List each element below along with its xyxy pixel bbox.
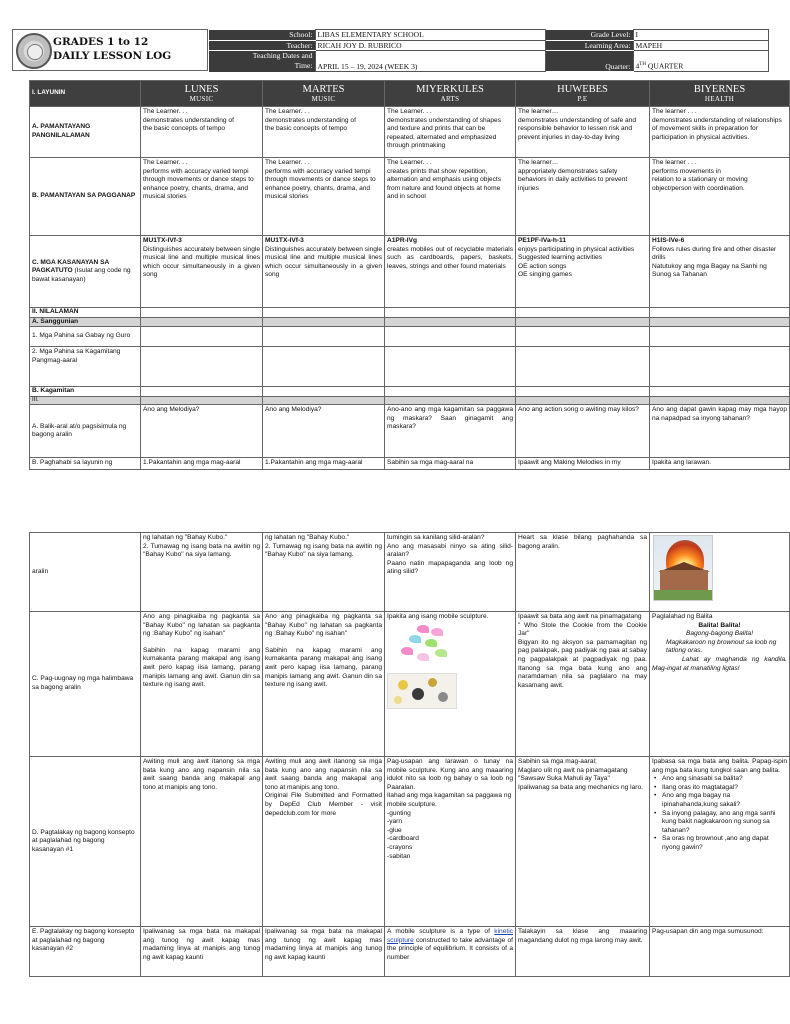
cell-line: The Learner. . .	[387, 159, 432, 166]
cell-balik-aral-martes: Ano ang Melodiya?	[263, 405, 385, 458]
cell-line: Sabihin na kapag marami ang kumakanta parang makapal ang isang awit pero kapag iisa lamang, parang manipis lamang ang awit. Ganun din sa texture ng isang awit.	[143, 646, 260, 689]
cell-kagamitan-2	[263, 387, 385, 397]
cell-line: Ano ang pinagkaiba ng pagkanta sa "Bahay Kubo" ng lahatan sa pagkanta ng :Bahay Kubo" ng isahan"	[265, 613, 382, 638]
cell-line: Paano natin mapapaganda ang loob ng ating silid?	[387, 559, 513, 576]
dates-label	[209, 51, 315, 72]
row-label-iii: III.	[30, 397, 141, 405]
house-shape	[660, 570, 708, 592]
day-name: HUWEBES	[557, 84, 608, 95]
cell-line: The Learner. . .	[143, 159, 188, 166]
title-line-1: GRADES 1 to 12	[53, 36, 149, 48]
question-item: • Sa oras ng brownout ,ano ang dapat nyong gawin?	[662, 835, 787, 852]
cell-line: performs with accuracy varied tempi through movements or dance steps to enhance poetry, chants, drama, and musical stories	[265, 167, 376, 201]
day-subject: ARTS	[440, 95, 460, 103]
butterfly-shape	[409, 635, 421, 643]
cell-pag-uugnay-huwebes	[516, 612, 650, 757]
day-header-miyerkules	[385, 81, 516, 107]
cell-gabay-4	[516, 327, 650, 347]
quarter-value	[633, 51, 768, 72]
cell-line: Ipaliwanag sa bata ang mechanics ng laro.	[518, 783, 643, 791]
day-header-huwebes	[516, 81, 650, 107]
cell-line: demonstrates understanding of relationships of movement skills in preparation for participation in physical activities.	[652, 116, 782, 141]
row-label-pamantayang-pangnilalaman	[30, 107, 141, 158]
quarter-number: 4	[635, 62, 640, 71]
cell-line: performs movements in	[652, 167, 721, 175]
competency-code: MU1TX-IVf-3	[143, 237, 182, 244]
competency-text: Distinguishes accurately between single musical line and multiple musical lines which occur simultaneously in a given song	[143, 245, 260, 279]
cell-text: constructed to take advantage of the principle of equilibrium. It consists of a number	[387, 936, 513, 961]
cell-line: "Sawsaw Suka Mahuli ay Taya"	[518, 775, 610, 783]
cell-line: Maglaro ulit ng awit na pinamagatang	[518, 766, 628, 774]
butterfly-shape	[435, 649, 447, 657]
row-label-pagtalakay-2: E. Pagtalakay ng bagong konsepto at paglalahad ng bagong kasanayan #2	[30, 927, 141, 977]
teacher-label: Teacher:	[209, 40, 315, 51]
cell-pagtalakay1-biyernes	[650, 757, 790, 927]
grass-shape	[654, 590, 712, 600]
ball-shape	[394, 696, 402, 704]
row-label-kasanayan	[30, 236, 141, 308]
cell-sanggunian-2	[263, 317, 385, 327]
school-label: School:	[209, 30, 315, 41]
spacer	[143, 639, 260, 647]
cell-pagtalakay1-miyerkules	[385, 757, 516, 927]
cell-pagtalakay1-martes	[263, 757, 385, 927]
cell-c-biyernes	[650, 236, 790, 308]
row-label-nilalaman	[30, 308, 141, 318]
cell-line: The learner . . .	[652, 159, 697, 166]
cell-iii-2	[263, 397, 385, 405]
day-name: MARTES	[302, 84, 345, 95]
cell-paghahabi-biyernes-top: Ipakita ang larawan.	[650, 458, 790, 470]
cell-line: Original File Submitted and Formatted by DepEd Club Member - visit depedclub.com for more	[265, 792, 382, 817]
cell-line: The learner…	[518, 159, 559, 166]
cell-pag-uugnay-lunes	[141, 612, 263, 757]
cell-b-martes	[263, 158, 385, 236]
header-info-table	[209, 29, 769, 72]
cell-line: Pag-usapan ang larawan o tunay na mobile sculpture. Kung ano ang maaaring idulot nito sa loob ng bahay o sa loob ng Paaralan.	[387, 758, 513, 791]
cell-line: -glue	[387, 826, 402, 834]
layunin-header: I. LAYUNIN	[30, 81, 141, 107]
cell-line: tumingin sa kanilang silid-aralan?	[387, 534, 485, 541]
cell-paghahabi-martes-top: 1.Pakantahin ang mga mag-aaral	[263, 458, 385, 470]
row-label-gabay: 1. Mga Pahina sa Gabay ng Guro	[30, 327, 141, 347]
cell-line: The Learner. . .	[265, 108, 310, 115]
cell-line: performs with accuracy varied tempi through movements or dance steps to enhance poetry, chants, drama, and musical stories	[143, 167, 254, 201]
cell-pag-uugnay-miyerkules	[385, 612, 516, 757]
cell-line: Awiting muli ang awit itanong sa mga bata kung ano ang napansin nila sa awit saang banda ang makapal ang tono at manipis ang tono.	[265, 758, 382, 791]
lesson-log-table-bottom	[29, 532, 790, 977]
question-item: • Ano ang sinasabi sa balita?	[662, 775, 787, 784]
cell-line: " Who Stole the Cookie from the Cookie Jar"	[518, 621, 647, 638]
competency-code: H1IS-IVe-6	[652, 237, 685, 244]
butterfly-mobile-image	[391, 625, 455, 665]
header-title-box	[12, 29, 208, 71]
quarter-suffix: TH	[639, 62, 646, 68]
cell-line: relation to a stationary or moving object/person with coordination.	[652, 176, 748, 192]
title-line-2: DAILY LESSON LOG	[53, 50, 172, 62]
area-label: Learning Area:	[545, 40, 633, 51]
cell-line: Magkakaroon ng brownout sa loob ng tatlong oras.	[666, 638, 777, 655]
ball-shape	[412, 688, 424, 700]
school-value: LIBAS ELEMENTARY SCHOOL	[315, 30, 545, 41]
cell-kagamitan-3	[385, 387, 516, 397]
cell-sanggunian-4	[516, 317, 650, 327]
cell-line: The learner . . .	[652, 108, 697, 115]
cell-line: demonstrates understanding of safe and responsible behavior to lessen risk and prevent injuries in day-to-day living	[518, 116, 637, 141]
deped-seal-icon	[16, 33, 52, 69]
cell-c-martes	[263, 236, 385, 308]
cell-nilalaman-5	[650, 308, 790, 318]
row-label-paghahabi: B. Paghahabi sa layunin ng	[30, 458, 141, 470]
cell-line: Sabihin na kapag marami ang kumakanta parang makapal ang isang awit pero kapag iisa lamang, parang manipis lamang ang awit. Ganun din sa texture ng isang awit.	[265, 646, 382, 689]
cell-balik-aral-huwebes: Ano ang action song o awiting may kilos?	[516, 405, 650, 458]
cell-line: demonstrates understanding of	[265, 116, 356, 124]
day-subject: MUSIC	[311, 95, 336, 103]
butterfly-shape	[417, 625, 429, 633]
cell-kagamitang-4	[516, 347, 650, 387]
ball-shape	[438, 692, 448, 702]
cell-line: OE singing games	[518, 271, 572, 279]
cell-iii-3	[385, 397, 516, 405]
day-header-lunes	[141, 81, 263, 107]
cell-nilalaman-1	[141, 308, 263, 318]
cell-sanggunian-3	[385, 317, 516, 327]
row-label-sanggunian	[30, 317, 141, 327]
cell-balik-aral-lunes: Ano ang Melodiya?	[141, 405, 263, 458]
cell-a-martes	[263, 107, 385, 158]
row-label-text: II. NILALAMAN	[32, 308, 79, 315]
cell-kagamitan-4	[516, 387, 650, 397]
ball-shape	[398, 680, 408, 690]
cell-line: -cardboard	[387, 835, 419, 843]
cell-iii-5	[650, 397, 790, 405]
cell-line: The Learner. . .	[387, 108, 432, 115]
cell-line: Lahat ay maghanda ng kandila. Mag-ingat at manatiling ligtas!	[652, 655, 787, 672]
cell-line: demonstrates understanding of shapes and texture and prints that can be repeated, alternated and emphasized through printmaking	[387, 116, 501, 150]
cell-sanggunian-5	[650, 317, 790, 327]
cell-balik-aral-biyernes: Ano ang dapat gawin kapag may mga hayop na napadpad sa inyong tahanan?	[650, 405, 790, 458]
cell-kagamitang-1	[141, 347, 263, 387]
row-label-text: A. PAMANTAYANG PANGNILALAMAN	[32, 123, 91, 139]
cell-c-lunes	[141, 236, 263, 308]
cell-paghahabi-huwebes	[516, 533, 650, 612]
cell-b-lunes	[141, 158, 263, 236]
cell-kagamitan-5	[650, 387, 790, 397]
cell-paghahabi-huwebes-top: Ipaawit ang Making Melodies in my	[516, 458, 650, 470]
cell-paghahabi-miyerkules-top: Sabihin sa mga mag-aaral na	[385, 458, 516, 470]
cell-paghahabi-martes	[263, 533, 385, 612]
cell-gabay-5	[650, 327, 790, 347]
grade-label: Grade Level:	[545, 30, 633, 41]
butterfly-shape	[401, 647, 413, 655]
cell-a-huwebes	[516, 107, 650, 158]
dates-label-line-2: Time:	[294, 61, 313, 71]
row-label-text: A. Sanggunian	[32, 317, 79, 325]
cell-line: enjoys participating in physical activities	[518, 245, 635, 253]
cell-nilalaman-2	[263, 308, 385, 318]
cell-line: Bagong-bagong Balita!	[685, 630, 754, 638]
cell-kagamitang-2	[263, 347, 385, 387]
cell-iii-1	[141, 397, 263, 405]
cell-pag-uugnay-biyernes	[650, 612, 790, 757]
cell-kagamitang-3	[385, 347, 516, 387]
cell-line: -sabitan	[387, 852, 411, 860]
cell-line: OE action songs	[518, 262, 567, 270]
day-subject: P.E	[577, 95, 588, 103]
teacher-value: RICAH JOY D. RUBRICO	[315, 40, 545, 51]
competency-code: PE1PF-IVa-h-11	[518, 237, 567, 244]
cell-gabay-2	[263, 327, 385, 347]
cell-a-miyerkules	[385, 107, 516, 158]
day-header-biyernes	[650, 81, 790, 107]
area-value: MAPEH	[633, 40, 768, 51]
butterfly-shape	[431, 628, 443, 636]
row-label-text-bold: C. MGA KASANAYAN SA PAGKATUTO	[32, 258, 110, 275]
cell-line: 2. Tumawag ng isang bata na awitin ng "Bahay Kubo" na siya lamang.	[265, 542, 382, 559]
cell-balik-aral-miyerkules: Ano-ano ang mga kagamitan sa paggawa ng maskara? Saan ginagamit ang maskara?	[385, 405, 516, 458]
cell-line: Ano ang pinagkaiba ng pagkanta sa "Bahay Kubo" ng lahatan sa pagkanta ng :Bahay Kubo" ng isahan"	[143, 613, 260, 638]
cell-pagtalakay2-lunes: Ipaliwanag sa mga bata na makapal ang tunog ng awit kapag mas madaming linya at manipis ang tunog ng awit kapag kaunti	[141, 927, 263, 977]
cell-line: The learner…	[518, 108, 559, 115]
day-header-martes	[263, 81, 385, 107]
cell-line: Ipaawit sa bata ang awit na pinamagatang	[518, 613, 642, 620]
cell-line: Ipakita ang isang mobile sculpture.	[387, 613, 489, 620]
day-subject: MUSIC	[189, 95, 214, 103]
cell-iii-4	[516, 397, 650, 405]
row-label-pag-uugnay: C. Pag-uugnay ng mga halimbawa sa bagong aralin	[30, 612, 141, 757]
competency-text: Distinguishes accurately between single musical line and multiple musical lines which occur simultaneously in a given song	[265, 245, 382, 279]
cell-b-biyernes	[650, 158, 790, 236]
cell-paghahabi-lunes-top: 1.Pakantahin ang mga mag-aaral	[141, 458, 263, 470]
cell-a-biyernes	[650, 107, 790, 158]
day-name: BIYERNES	[693, 84, 746, 95]
cell-pagtalakay1-lunes: Awiting muli ang awit itanong sa mga bata kung ano ang napansin nila sa awit saang banda ang makapal ang tono at manipis ang tono.	[141, 757, 263, 927]
cell-line: demonstrates understanding of	[143, 116, 234, 124]
cell-line: The Learner. . .	[143, 108, 188, 115]
question-item: • Ilang oras ito magtatagal?	[662, 784, 787, 793]
burning-house-image	[653, 535, 713, 601]
cell-pagtalakay2-miyerkules	[385, 927, 516, 977]
cell-b-huwebes	[516, 158, 650, 236]
grade-value: I	[633, 30, 768, 41]
row-label-kagamitang: 2. Mga Pahina sa Kagamitang Pangmag-aaral	[30, 347, 141, 387]
cell-line: Natutukoy ang mga Bagay na Sanhi ng Sunog sa Tahanan	[652, 262, 767, 279]
cell-pagtalakay2-biyernes: Pag-usapan din ang mga sumusunod:	[650, 927, 790, 977]
dates-value: APRIL 15 – 19, 2024 (WEEK 3)	[315, 51, 545, 72]
cell-pagtalakay2-martes: Ipaliwanag sa mga bata na makapal ang tunog ng awit kapag mas madaming linya at manipis ang tunog ng awit kapag kaunti	[263, 927, 385, 977]
ball-shape	[428, 678, 437, 687]
cell-paghahabi-miyerkules	[385, 533, 516, 612]
cell-c-huwebes	[516, 236, 650, 308]
cell-gabay-3	[385, 327, 516, 347]
row-label-balik-aral: A. Balik-aral at/o pagsisimula ng bagong aralin	[30, 405, 141, 458]
row-label-kagamitan	[30, 387, 141, 397]
competency-text: creates mobiles out of recyclable materials such as cardboards, papers, baskets, leaves, strings and other found materials	[387, 245, 513, 270]
day-name: LUNES	[184, 84, 219, 95]
cell-paghahabi-biyernes	[650, 533, 790, 612]
quarter-word: QUARTER	[645, 62, 684, 71]
cell-line: the basic concepts of tempo	[265, 125, 348, 133]
cell-sanggunian-1	[141, 317, 263, 327]
cell-line: the basic concepts of tempo	[143, 125, 226, 133]
row-label-paghahabi-cont: aralin	[30, 533, 141, 612]
cell-line: Sabihin sa mga mag-aaral;	[518, 758, 597, 765]
row-label-text: B. Kagamitan	[32, 387, 75, 395]
cell-line: Bigyan ito ng aksyon sa pamamagitan ng pag palakpak, pag padiyak ng paa at sabay ng pagpalakpak at pagpadiyak ng paa. Itanong sa mga bata kung ano ang naramdaman nila sa paglalaro na may kasamang awit.	[518, 638, 647, 689]
cell-kagamitang-5	[650, 347, 790, 387]
cell-line: Paglalahad ng Balita	[652, 613, 713, 620]
row-label-pagtalakay-1: D. Pagtalakay ng bagong konsepto at paglalahad ng bagong kasanayan #1	[30, 757, 141, 927]
row-label-pamantayan-sa-pagganap	[30, 158, 141, 236]
cell-nilalaman-3	[385, 308, 516, 318]
ball-mobile-image	[387, 673, 457, 709]
cell-line: Ipabasa sa mga bata ang balita. Papag-ispin ang mga bata kung tungkol saan ang balita.	[652, 758, 787, 774]
document-title	[53, 35, 171, 63]
dates-label-line-1: Teaching Dates and	[252, 51, 313, 61]
spacer	[265, 639, 382, 647]
cell-line: Suggested learning activities	[518, 254, 602, 262]
question-list	[652, 775, 787, 852]
butterfly-shape	[417, 653, 429, 661]
cell-line: Follows rules during fire and other disaster drills	[652, 245, 777, 262]
cell-text: A mobile sculpture is a type of	[387, 928, 495, 935]
cell-pag-uugnay-martes	[263, 612, 385, 757]
cell-gabay-1	[141, 327, 263, 347]
cell-c-miyerkules	[385, 236, 516, 308]
competency-code: A1PR-IVg	[387, 237, 418, 244]
question-item: • Sa inyong palagay, ano ang mga sanhi kung bakit nagkakaroon ng sunog sa tahanan?	[662, 810, 787, 836]
row-label-text: B. PAMANTAYAN SA PAGGANAP	[32, 192, 136, 200]
butterfly-shape	[425, 639, 437, 647]
cell-a-lunes	[141, 107, 263, 158]
cell-line: ng lahatan ng "Bahay Kubo."	[265, 534, 350, 541]
quarter-label: Quarter:	[545, 51, 633, 72]
cell-line: creates prints that show repetition, alternation and emphasis using objects from nature and found objects at home and in school	[387, 167, 501, 201]
cell-line: 2. Tumawag ng isang bata na awitin ng "Bahay Kubo" na siya lamang.	[143, 542, 260, 559]
cell-line: -gunting	[387, 809, 411, 817]
question-item: • Ano ang mga bagay na ipinahahanda,kung sakali?	[662, 792, 787, 809]
cell-nilalaman-4	[516, 308, 650, 318]
cell-line: -yarn	[387, 818, 403, 826]
cell-pagtalakay1-huwebes	[516, 757, 650, 927]
day-name: MIYERKULES	[416, 84, 484, 95]
row-label-text: (Isulat ang code ng bawat kasanayan)	[32, 267, 131, 283]
lesson-log-table-top	[29, 80, 790, 470]
cell-pagtalakay2-huwebes: Talakayin sa klase ang maaaring magandang dulot ng mga larong may awit.	[516, 927, 650, 977]
cell-kagamitan-1	[141, 387, 263, 397]
cell-line: Ano ang masasabi ninyo sa ating silid-aralan?	[387, 542, 513, 559]
cell-line: The Learner. . .	[265, 159, 310, 166]
cell-line: Ilahad ang mga kagamitan sa paggawa ng mobile sculpture.	[387, 792, 512, 808]
kinetic-sculpture-link[interactable]: kinetic sculpture	[387, 928, 513, 944]
competency-code: MU1TX-IVf-3	[265, 237, 304, 244]
cell-line: Heart sa klase bilang paghahanda sa bagong aralin.	[518, 534, 647, 550]
cell-line: appropriately demonstrates safety behaviors in daily activities to prevent injuries	[518, 167, 628, 192]
cell-paghahabi-lunes	[141, 533, 263, 612]
cell-line: Balita! Balita!	[698, 621, 741, 629]
day-subject: HEALTH	[704, 95, 735, 103]
cell-line: -crayons	[387, 843, 413, 851]
cell-b-miyerkules	[385, 158, 516, 236]
cell-line: ng lahatan ng "Bahay Kubo."	[143, 534, 228, 541]
